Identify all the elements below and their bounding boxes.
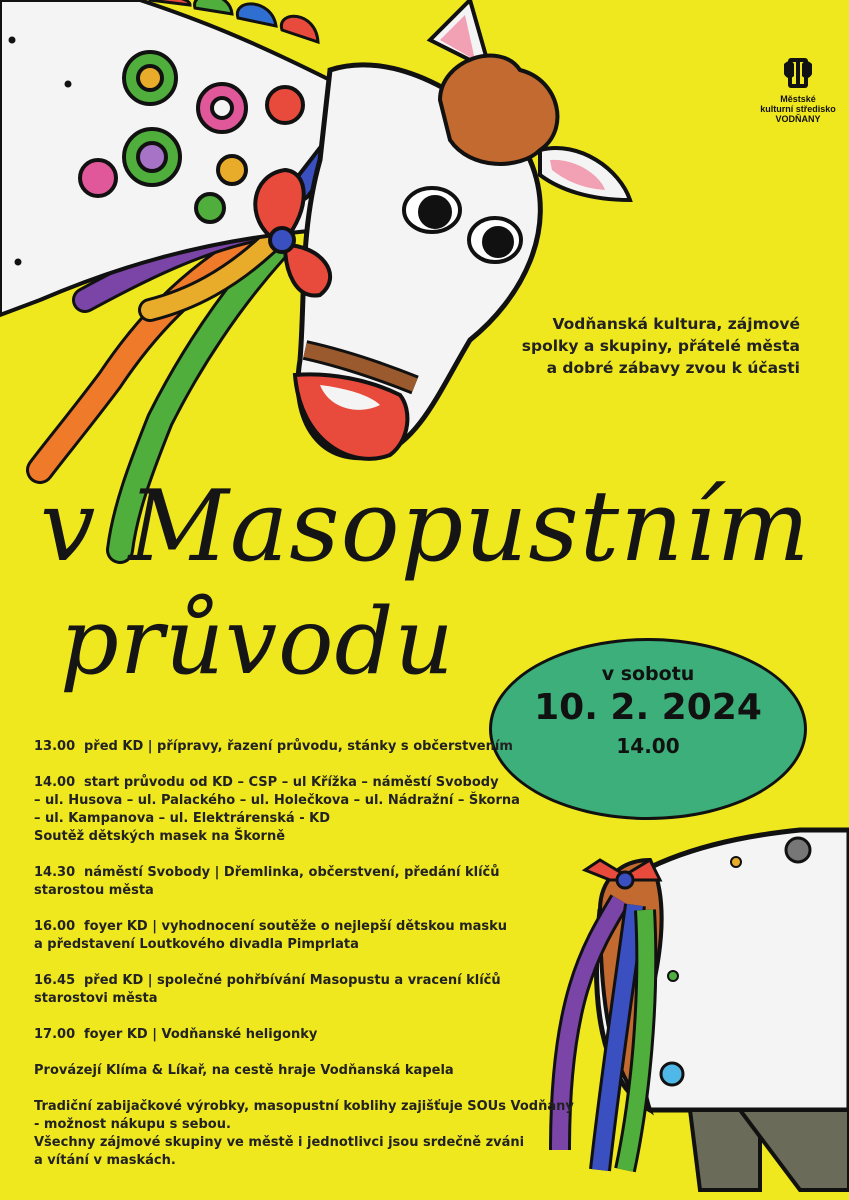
program-time: 14.00 xyxy=(34,775,76,790)
forelock xyxy=(440,56,557,164)
date-main: 10. 2. 2024 xyxy=(534,687,762,728)
main-title-line-2: průvodu xyxy=(60,588,455,695)
horse-bottom-right xyxy=(560,830,849,1190)
program-text: foyer KD | vyhodnocení soutěže o nejlepší dětskou masku xyxy=(84,919,508,934)
program-item xyxy=(34,972,554,1008)
logo-line-1: Městské xyxy=(780,94,816,104)
date-time: 14.00 xyxy=(616,734,680,758)
program-item xyxy=(34,864,554,900)
logo-line-3: VODŇANY xyxy=(775,114,821,124)
program-text: a představení Loutkového divadla Pimprlata xyxy=(34,937,359,952)
program-item xyxy=(34,918,554,954)
program-item xyxy=(34,1026,554,1044)
program-time: 16.00 xyxy=(34,919,76,934)
program-list xyxy=(34,738,574,1188)
footer-text: a vítání v maskách. xyxy=(34,1153,176,1168)
intro-line: a dobré zábavy zvou k účasti xyxy=(546,359,800,377)
program-text: starostou města xyxy=(34,883,154,898)
intro-line: Vodňanská kultura, zájmové xyxy=(552,315,800,333)
program-time: 16.45 xyxy=(34,973,76,988)
program-text: před KD | společné pohřbívání Masopustu a vracení klíčů xyxy=(84,973,501,988)
program-text: start průvodu od KD – CSP – ul Křížka – náměstí Svobody xyxy=(84,775,499,790)
program-time: 14.30 xyxy=(34,865,76,880)
main-title-line-1: v Masopustním xyxy=(40,470,811,584)
program-text: Soutěž dětských masek na Škorně xyxy=(34,829,286,844)
footer-text: Tradiční zabijačkové výrobky, masopustní koblihy zajišťuje SOUs Vodňany xyxy=(34,1099,574,1114)
footer-text: Provázejí Klíma & Líkař, na cestě hraje Vodňanská kapela xyxy=(34,1063,454,1078)
logo-line-2: kulturní středisko xyxy=(760,104,836,114)
program-item xyxy=(34,774,554,846)
program-text: starostovi města xyxy=(34,991,158,1006)
footer-text: Všechny zájmové skupiny ve městě i jednotlivci jsou srdečně zváni xyxy=(34,1135,525,1150)
intro-line: spolky a skupiny, přátelé města xyxy=(521,337,800,355)
msk-logo xyxy=(752,56,844,124)
program-time: 17.00 xyxy=(34,1027,76,1042)
program-item xyxy=(34,738,554,756)
program-text: – ul. Kampanova – ul. Elektrárenská - KD xyxy=(34,811,330,826)
date-day: v sobotu xyxy=(601,663,695,685)
program-text: před KD | přípravy, řazení průvodu, stánky s občerstvením xyxy=(84,739,513,754)
program-time: 13.00 xyxy=(34,739,76,754)
footer-accompany xyxy=(34,1062,554,1080)
footer-text: - možnost nákupu s sebou. xyxy=(34,1117,231,1132)
program-text: foyer KD | Vodňanské heligonky xyxy=(84,1027,318,1042)
theatre-masks-icon xyxy=(782,56,814,90)
program-text: – ul. Husova – ul. Palackého – ul. Holečkova – ul. Nádražní – Škorna xyxy=(34,793,520,808)
footer-info xyxy=(34,1098,574,1170)
intro-text xyxy=(470,313,800,379)
program-text: náměstí Svobody | Dřemlinka, občerstvení, předání klíčů xyxy=(84,865,500,880)
